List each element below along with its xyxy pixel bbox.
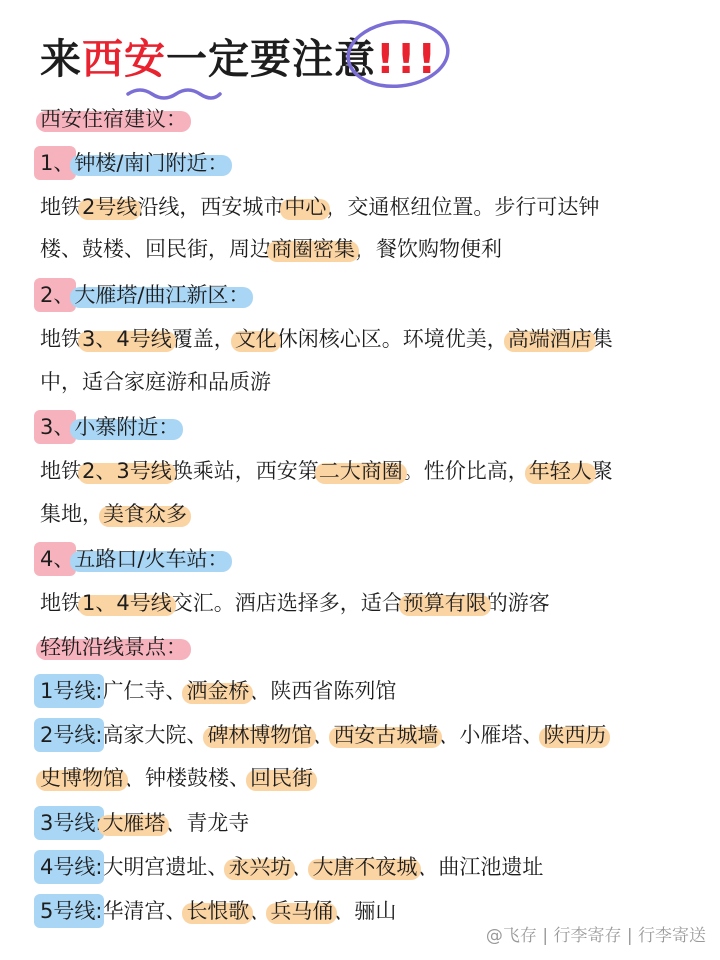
text-segment: 小寨附近：	[74, 412, 179, 442]
title-part-1: 来	[40, 35, 82, 83]
metro-line-1	[40, 676, 396, 706]
item-2-line-1	[40, 324, 613, 354]
text-segment: 文化	[235, 324, 277, 354]
text-segment: 大雁塔/曲江新区：	[74, 280, 249, 310]
text-segment: 钟楼/南门附近：	[74, 148, 228, 178]
text-segment: 聚	[591, 459, 613, 483]
item-3-line-2	[40, 499, 187, 529]
item-2-heading	[40, 280, 249, 310]
title-part-3: 一定要	[166, 35, 292, 83]
text-segment: 中心	[284, 192, 326, 222]
item-1-heading	[40, 148, 228, 178]
text-segment: 中，适合家庭游和品质游	[40, 370, 271, 394]
text-segment: 换乘站，西安第	[171, 459, 319, 483]
text-segment: 地铁	[40, 591, 82, 615]
item-3-heading	[40, 412, 179, 442]
text-segment: 高家大院、	[102, 723, 208, 747]
text-segment: 集地，	[40, 502, 103, 526]
text-segment: 2号线:	[40, 720, 102, 750]
text-segment: 集	[591, 327, 613, 351]
wave-underline-icon	[126, 86, 222, 102]
title-exclamations: !!!	[376, 35, 439, 83]
text-segment: 2、	[40, 280, 74, 310]
text-segment: 长恨歌	[186, 896, 249, 926]
text-segment: 1号线:	[40, 676, 102, 706]
text-segment: 美食众多	[103, 499, 187, 529]
text-segment: 年轻人	[529, 456, 592, 486]
metro-line-2	[40, 720, 606, 750]
text-segment: 休闲核心区。环境优美，	[276, 327, 508, 351]
item-1-line-1	[40, 192, 599, 222]
text-segment: 二大商圈	[319, 456, 403, 486]
item-1-line-2	[40, 234, 502, 264]
text-segment: 4号线:	[40, 852, 102, 882]
text-segment: 兵马俑	[270, 896, 333, 926]
text-segment: 、骊山	[333, 899, 397, 923]
text-segment: 商圈密集	[271, 234, 355, 264]
item-2-line-2	[40, 367, 271, 397]
text-segment: 1、4号线	[82, 588, 172, 618]
text-segment: 大唐不夜城	[312, 852, 417, 882]
text-segment: 2号线	[82, 192, 137, 222]
text-segment: 永兴坊	[228, 852, 291, 882]
text-segment: 的游客	[486, 591, 550, 615]
text-segment: 、小雁塔、	[438, 723, 544, 747]
item-3-line-1	[40, 456, 613, 486]
item-4-line-1	[40, 588, 550, 618]
text-segment: 地铁	[40, 459, 82, 483]
text-segment: 2、3号线	[82, 456, 172, 486]
text-segment: 3、4号线	[82, 324, 172, 354]
text-segment: 、钟楼鼓楼、	[124, 766, 250, 790]
title-zhuyi: 注意	[292, 35, 376, 83]
metro-line-4	[40, 852, 543, 882]
text-segment: 广仁寺、	[102, 679, 187, 703]
text-segment: 西安住宿建议：	[40, 104, 187, 134]
item-4-heading	[40, 544, 228, 574]
text-segment: 、	[291, 855, 313, 879]
text-segment: ，餐饮购物便利	[355, 237, 502, 261]
metro-line-3	[40, 808, 249, 838]
metro-line-2-cont	[40, 763, 313, 793]
section-heading-metro-sights	[40, 632, 187, 662]
metro-line-5	[40, 896, 396, 926]
text-segment: 洒金桥	[186, 676, 249, 706]
text-segment: 高端酒店	[508, 324, 592, 354]
text-segment: 、	[249, 899, 271, 923]
text-segment: 回民街	[250, 763, 313, 793]
text-segment: 轻轨沿线景点：	[40, 632, 187, 662]
page-title	[40, 26, 438, 86]
text-segment: 5号线:	[40, 896, 102, 926]
text-segment: 地铁	[40, 327, 82, 351]
text-segment: 沿线，西安城市	[137, 195, 285, 219]
text-segment: 陕西历	[543, 720, 606, 750]
watermark: @飞存 | 行李寄存 | 行李寄送	[485, 926, 706, 946]
text-segment: 交汇。酒店选择多，适合	[171, 591, 403, 615]
text-segment: 大明宫遗址、	[102, 855, 229, 879]
text-segment: 楼、鼓楼、回民街，周边	[40, 237, 271, 261]
title-xian: 西安	[82, 35, 166, 83]
text-segment: ，交通枢纽位置。步行可达钟	[326, 195, 600, 219]
text-segment: 碑林博物馆	[207, 720, 312, 750]
text-segment: 3号线:	[40, 808, 102, 838]
text-segment: 华清宫、	[102, 899, 187, 923]
text-segment: 地铁	[40, 195, 82, 219]
text-segment: 、青龙寺	[165, 811, 250, 835]
circle-scribble-icon	[340, 14, 456, 92]
text-segment: 、	[312, 723, 334, 747]
text-segment: 1、	[40, 148, 74, 178]
text-segment: 覆盖，	[171, 327, 235, 351]
section-heading-accommodation	[40, 104, 187, 134]
text-segment: 3、	[40, 412, 74, 442]
text-segment: 大雁塔	[102, 808, 165, 838]
text-segment: 。性价比高，	[402, 459, 529, 483]
text-segment: 五路口/火车站：	[74, 544, 228, 574]
text-segment: 4、	[40, 544, 74, 574]
text-segment: 史博物馆	[40, 763, 124, 793]
text-segment: 、曲江池遗址	[417, 855, 544, 879]
text-segment: 预算有限	[403, 588, 487, 618]
text-segment: 西安古城墙	[333, 720, 438, 750]
text-segment: 、陕西省陈列馆	[249, 679, 397, 703]
